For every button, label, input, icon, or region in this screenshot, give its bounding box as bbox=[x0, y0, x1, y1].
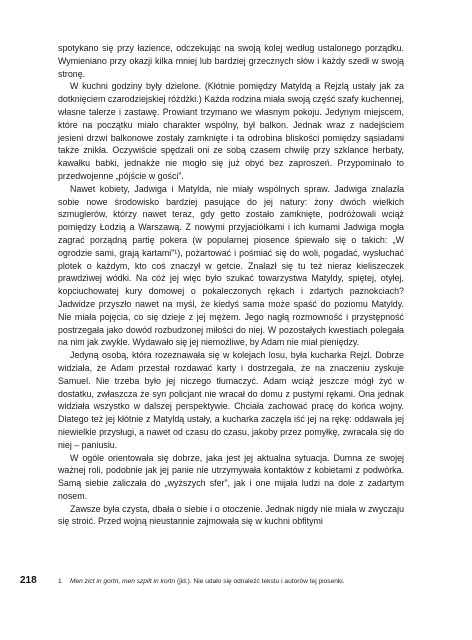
paragraph: Jedyną osobą, która rozeznawała się w kolejach losu, była kucharka Rejzl. Dobrze widziała, że Adam przestał rozdawać karty i dostrzegała, że na znaczeniu zyskuje Samuel. Nie trzeba było jej niczego tłumaczyć. Adam wciąż jeszcze mógł żyć w dostatku, zwłaszcza że syn policjant nie wracał do domu z pustymi rękami. Ona jednak widziała wszystko w dalszej perspektywie. Chciała zachować pracę do końca wojny. Dlatego też jej kłótnie z Matyldą ustały, a kucharka zaczęła iść jej na rękę: oddawała jej niewielkie przysługi, a nawet od czasu do czasu, jakoby przez pomyłkę, zwracała się do niej – paniusiu. bbox=[58, 350, 404, 450]
page-number: 218 bbox=[20, 575, 37, 586]
footnote-marker: 1 bbox=[58, 578, 62, 585]
main-text bbox=[58, 42, 404, 528]
paragraph: W kuchni godziny były dzielone. (Kłótnie pomiędzy Matyldą a Rejzlą ustały jak za dotknięciem czarodziejskiej różdżki.) Każda rodzina miała swoją część szafy kuchennej, własne talerze i zastawę. Prowiant trzymano we własnym pokoju. Jedynym miejscem, które na początku miało charakter wspólny, był balkon. Jednak wraz z nadejściem jesieni drzwi balkonowe zostały zamknięte i ta odrobina bliskości pomiędzy sąsiadami także znikła. Oczywiście spędzali oni ze sobą czasem chwilę przy szklance herbaty, kawałku babki, jednakże nie mogło się już obyć bez zaproszeń. Przypominało to przedwojenne „pójście w gości”. bbox=[58, 81, 404, 181]
footnote bbox=[58, 577, 428, 586]
paragraph: Nawet kobiety, Jadwiga i Matylda, nie miały wspólnych spraw. Jadwiga znalazła sobie nowe środowisko bardziej pasujące do jej natury: żony dwóch wielkich szmuglerów, którzy nawet teraz, gdy getto zostało zamknięte, podróżowali wciąż pomiędzy Łodzią a Warszawą. Z nowymi przyjaciółkami i ich kumami Jadwiga mogła zagrać porządną partię pokera (w popularnej piosence śpiewało się o takich: „W ogrodzie sami, grają kartami”¹), pożartować i pośmiać się do woli, pogadać, wysłuchać plotek o każdym, kto coś znaczył w getcie. Znalazł się tu też nieraz kieliszeczek prawdziwej wódki. Na cóż jej więc było szukać towarzystwa Matyldy, spiętej, otyłej, kopciuchowatej kury domowej o pokaleczonych rękach i zdartych paznokciach? Jadwidze przyszło nawet na myśl, że kiedyś sama może spaść do poziomu Matyldy. Nie miała pojęcia, co się dzieje z jej mężem. Jego nagłą rozmowność i przystępność postrzegała jako dowód rozbudzonej miłości do niej. W pozostałych kwestiach polegała na nim jak zwykle. Wydawało się jej niemożliwe, by Adam nie miał pieniędzy. bbox=[58, 183, 404, 348]
paragraph: Zawsze była czysta, dbała o siebie i o otoczenie. Jednak nigdy nie miała w zwyczaju się stroić. Przed wojną nieustannie zajmowała się w kuchni obfitymi bbox=[58, 503, 404, 527]
footnote-text: (jid.). Nie udało się odnaleźć tekstu i autorów tej piosenki. bbox=[175, 578, 345, 585]
footnote-song-title: Men zict in gortn, men szpilt in kortn bbox=[70, 578, 176, 585]
paragraph: W ogóle orientowała się dobrze, jaka jest jej aktualna sytuacja. Dumna ze swojej ważnej roli, podobnie jak jej panie nie utrzymywała kontaktów z kobietami z podwórka. Samą siebie zaliczała do „wyższych sfer”, jak i one mijała ludzi na dole z zadartym nosem. bbox=[58, 452, 404, 501]
paragraph: spotykano się przy łazience, odczekując na swoją kolej według ustalonego porządku. Wymieniano przy okazji kilka mniej lub bardziej grzecznych słów i każdy szedł w swoją stronę. bbox=[58, 43, 404, 79]
